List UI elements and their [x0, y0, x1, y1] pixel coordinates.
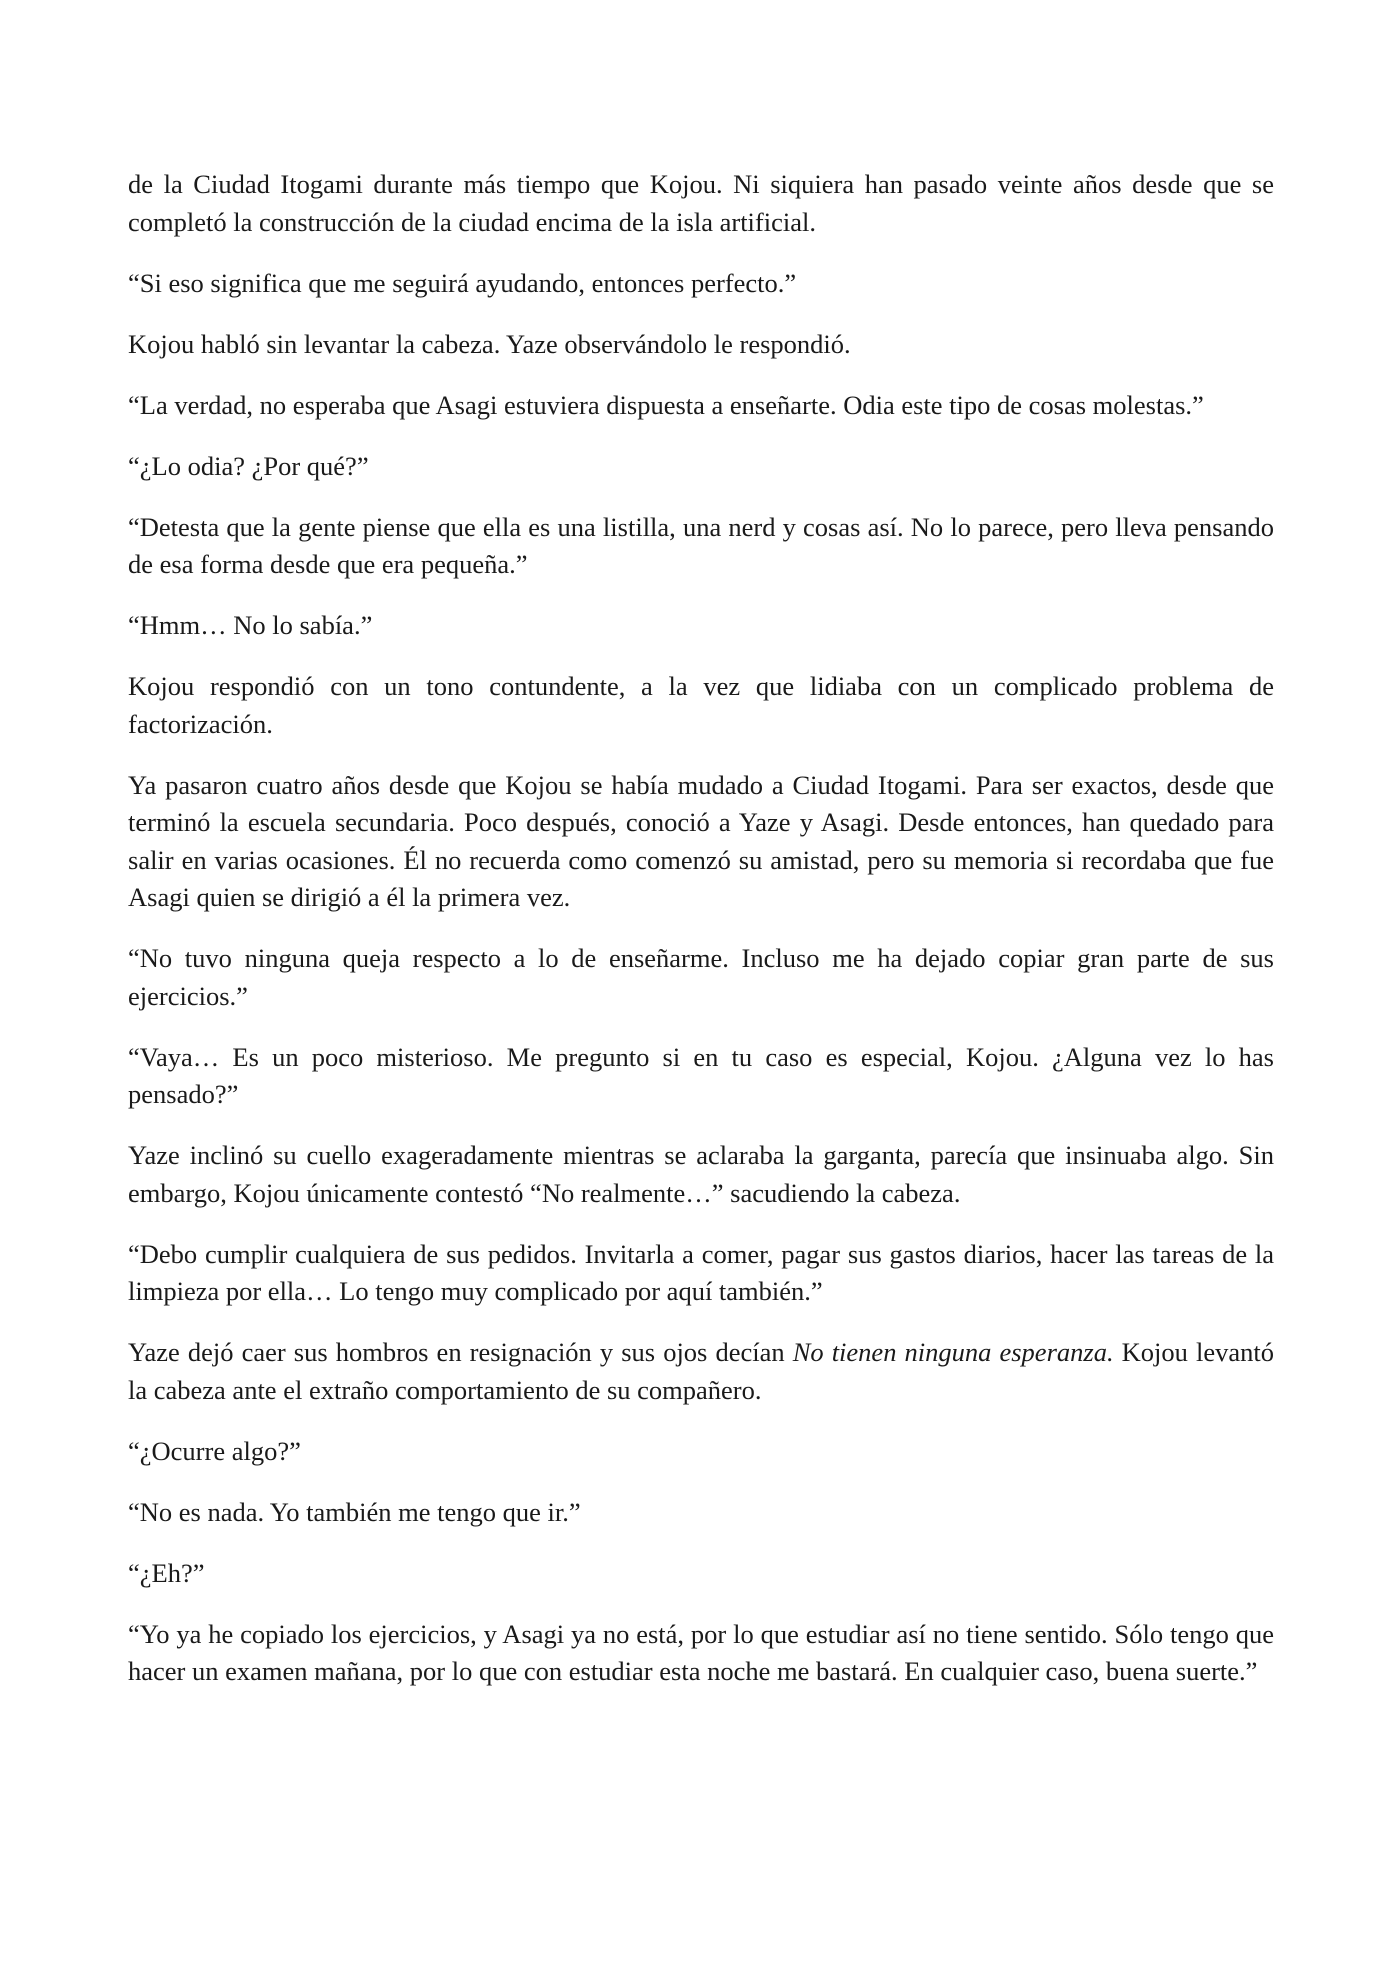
paragraph-14-after: Kojou levantó la cabeza ante el extraño comportamiento de su compañero.: [128, 1337, 1274, 1405]
paragraph-7: “Hmm… No lo sabía.”: [128, 610, 373, 640]
paragraph-6: “Detesta que la gente piense que ella es una listilla, una nerd y cosas así. No lo parece, pero lleva pensando de esa forma desde que era pequeña.”: [128, 511, 1274, 579]
paragraph-11: “Vaya… Es un poco misterioso. Me pregunto si en tu caso es especial, Kojou. ¿Alguna vez lo has pensado?”: [128, 1041, 1274, 1109]
paragraph-15: “¿Ocurre algo?”: [128, 1435, 301, 1466]
paragraph-4: “La verdad, no esperaba que Asagi estuviera dispuesta a enseñarte. Odia este tipo de cosas molestas.”: [128, 389, 1204, 420]
paragraph-10: “No tuvo ninguna queja respecto a lo de enseñarme. Incluso me ha dejado copiar gran parte de sus ejercicios.”: [128, 943, 1274, 1011]
paragraph-1: de la Ciudad Itogami durante más tiempo que Kojou. Ni siquiera han pasado veinte años desde que se completó la construcción de la ciudad encima de la isla artificial.: [128, 169, 1274, 237]
page-content: [128, 166, 1274, 1691]
paragraph-14-before: Yaze dejó caer sus hombros en resignación y sus ojos decían: [128, 1337, 793, 1367]
paragraph-8: Kojou respondió con un tono contundente, a la vez que lidiaba con un complicado problema de factorización.: [128, 671, 1274, 739]
paragraph-18: “Yo ya he copiado los ejercicios, y Asagi ya no está, por lo que estudiar así no tiene sentido. Sólo tengo que hacer un examen mañana, por lo que con estudiar esta noche me bastará. En cualquier caso, buena suerte.”: [128, 1618, 1274, 1686]
paragraph-2: “Si eso significa que me seguirá ayudando, entonces perfecto.”: [128, 267, 797, 298]
paragraph-3: Kojou habló sin levantar la cabeza. Yaze observándolo le respondió.: [128, 328, 851, 359]
paragraph-14-italic: No tienen ninguna esperanza.: [792, 1337, 1114, 1367]
paragraph-5: “¿Lo odia? ¿Por qué?”: [128, 450, 369, 481]
paragraph-14: [128, 1334, 1274, 1409]
paragraph-16: “No es nada. Yo también me tengo que ir.”: [128, 1496, 581, 1527]
paragraph-12: Yaze inclinó su cuello exageradamente mientras se aclaraba la garganta, parecía que insinuaba algo. Sin embargo, Kojou únicamente contestó “No realmente…” sacudiendo la cabeza.: [128, 1140, 1274, 1208]
paragraph-9: Ya pasaron cuatro años desde que Kojou se había mudado a Ciudad Itogami. Para ser exactos, desde que terminó la escuela secundaria. Poco después, conoció a Yaze y Asagi. Desde entonces, han quedado para salir en varias ocasiones. Él no recuerda como comenzó su amistad, pero su memoria si recordaba que fue Asagi quien se dirigió a él la primera vez.: [128, 769, 1274, 912]
paragraph-17: “¿Eh?”: [128, 1557, 205, 1588]
paragraph-13: “Debo cumplir cualquiera de sus pedidos. Invitarla a comer, pagar sus gastos diarios, hacer las tareas de la limpieza por ella… Lo tengo muy complicado por aquí también.”: [128, 1238, 1274, 1306]
